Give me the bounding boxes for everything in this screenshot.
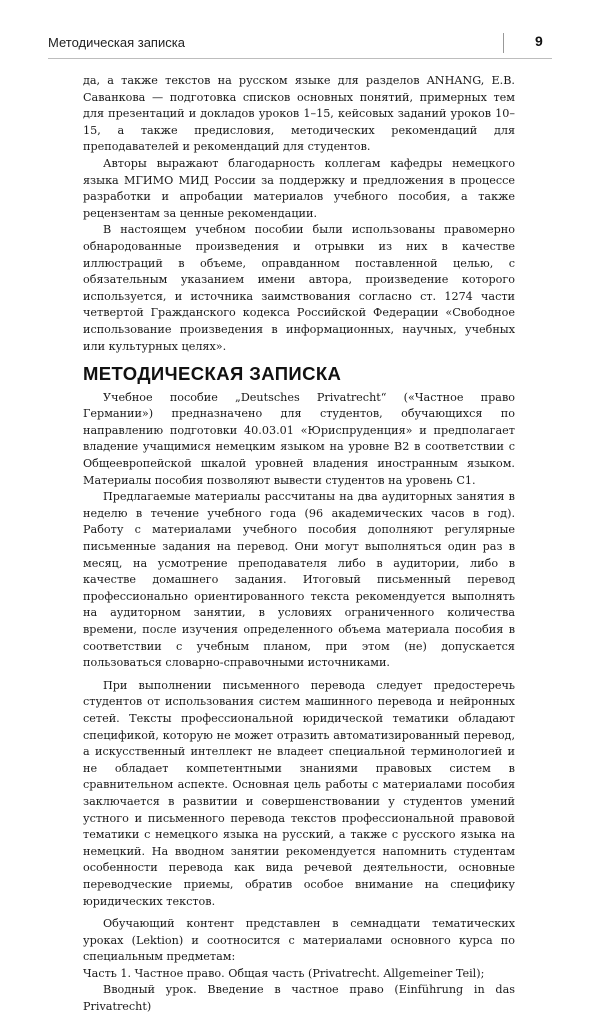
section-paragraph-2: Предлагаемые материалы рассчитаны на два аудиторных занятия в неделю в течение учебного года (96 академических часов в год). Работу с материалами учебного пособия дополняют регулярные письменные задания на перевод. Они могут выполняться один раз в месяц, на усмотрение преподавателя либо в аудитории, либо в качестве домашнего задания. Итоговый письменный перевод профессионально ориентированного текста рекомендуется выполнять на аудиторном занятии, в условиях ограниченного количества времени, после изучения определенного объема материала пособия в соответствии с учебным планом, при этом (не) допускается пользоваться словарно-справочными источниками.	[83, 490, 515, 670]
part-line: Часть 1. Частное право. Общая часть (Privatrecht. Allgemeiner Teil);	[83, 966, 485, 980]
section-paragraph-3: При выполнении письменного перевода следует предостеречь студентов от использования систем машинного перевода и нейронных сетей. Тексты профессиональной юридической тематики обладают спецификой, которую не может отразить автоматизированный перевод, а искусственный интеллект не владеет специальной терминологией и не обладает компетентными знаниями правовых систем в сравнительном аспекте. Основная цель работы с материалами пособия заключается в развитии и совершенствовании у студентов умений устного и письменного перевода текстов профессиональной правовой тематики с немецкого языка на русский, а также с русского языка на немецкий. На вводном занятии рекомендуется напомнить студентам особенности перевода как вида речевой деятельности, основные переводческие приемы, обратив особое внимание на специфику юридических текстов.	[83, 678, 515, 908]
section-heading: МЕТОДИЧЕСКАЯ ЗАПИСКА	[83, 363, 342, 385]
intro-paragraph-2: Авторы выражают благодарность коллегам кафедры немецкого языка МГИМО МИД России за поддержку и предложения в процессе разработки и апробации материалов учебного пособия, а также рецензентам за ценные рекомендации.	[83, 156, 515, 220]
section-paragraph-1: Учебное пособие „Deutsches Privatrecht“ («Частное право Германии») предназначено для студентов, обучающихся по направлению подготовки 40.03.01 «Юриспруденция» и предполагает владение учащимися немецким языком на уровне B2 в соответствии с Общеевропейской шкалой уровней владения иностранным языком. Материалы пособия позволяют вывести студентов на уровень C1.	[83, 390, 515, 487]
header-rule	[48, 58, 552, 59]
running-header	[0, 0, 600, 58]
body-text	[83, 73, 515, 1016]
section-paragraph-4: Обучающий контент представлен в семнадцати тематических уроках (Lektion) и соотносится с материалами основного курса по специальным предметам:	[83, 917, 515, 964]
intro-lesson-line: Вводный урок. Введение в частное право (Einführung in das Privatrecht)	[83, 983, 515, 1014]
header-divider	[503, 33, 504, 53]
intro-paragraph-1: да, а также текстов на русском языке для разделов ANHANG, Е.В. Саванкова — подготовка списков основных понятий, примерных тем для презентаций и докладов уроков 1–15, кейсовых заданий уроков 10–15, а также предисловия, методических рекомендаций для преподавателей и рекомендаций для студентов.	[83, 74, 515, 154]
running-title: Методическая записка	[48, 35, 185, 50]
intro-paragraph-3: В настоящем учебном пособии были использованы правомерно обнародованные произведения и отрывки из них в качестве иллюстраций в объеме, оправданном поставленной целью, с обязательным указанием имени автора, произведение которого используется, и источника заимствования согласно ст. 1274 части четвертой Гражданского кодекса Российской Федерации «Свободное использование произведения в информационных, научных, учебных или культурных целях».	[83, 223, 515, 353]
page-number: 9	[535, 33, 543, 49]
